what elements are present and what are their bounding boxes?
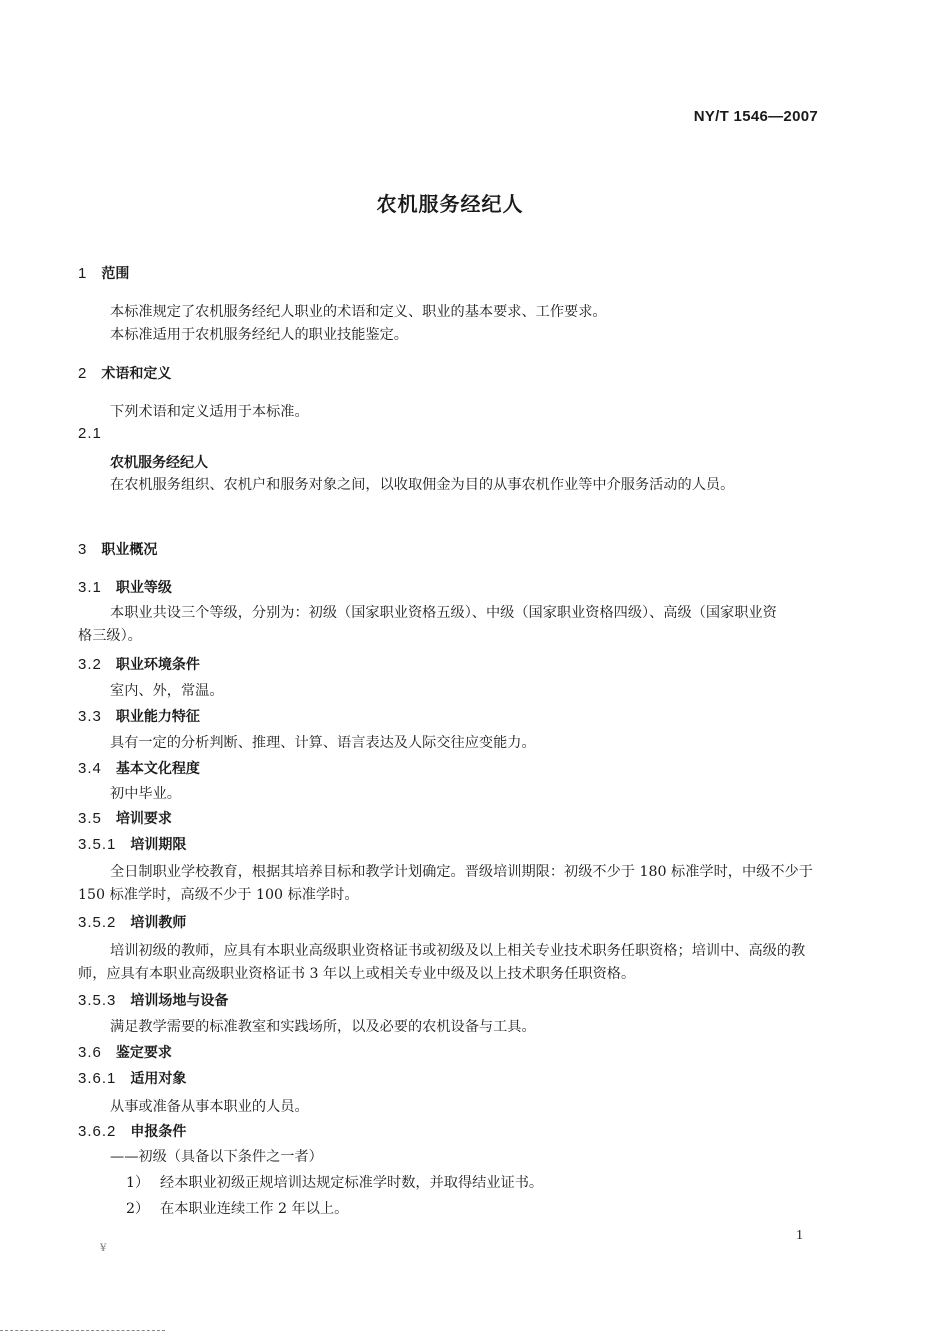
- paragraph: 初中毕业。: [110, 786, 181, 802]
- paragraph: 室内、外，常温。: [110, 683, 224, 699]
- section-2-1-number: [78, 425, 116, 442]
- section-number: 3.6.2: [78, 1123, 117, 1140]
- section-title: 职业能力特征: [115, 709, 200, 725]
- list-item-number: 2）: [126, 1201, 150, 1217]
- bottom-edge-rule: [0, 1330, 165, 1331]
- section-title: 申报条件: [130, 1124, 187, 1140]
- section-3-6-2-heading: [78, 1121, 186, 1141]
- section-title: 培训场地与设备: [130, 993, 229, 1009]
- paragraph: 从事或准备从事本职业的人员。: [110, 1099, 309, 1115]
- section-number: 3.5: [78, 810, 102, 827]
- page-number: 1: [796, 1228, 803, 1243]
- section-3-2-heading: [78, 654, 200, 674]
- section-number: 2.1: [78, 425, 102, 442]
- list-item: [126, 1172, 543, 1192]
- section-number: 3.6.1: [78, 1070, 117, 1087]
- paragraph: 本标准规定了农机服务经纪人职业的术语和定义、职业的基本要求、工作要求。: [110, 304, 607, 320]
- section-3-heading: [78, 539, 157, 559]
- section-3-5-heading: [78, 808, 172, 828]
- section-number: 3: [78, 541, 88, 558]
- paragraph: 本职业共设三个等级，分别为：初级（国家职业资格五级）、中级（国家职业资格四级）、高级（国家职业资格三级）。: [78, 605, 777, 644]
- level-label: ——初级（具备以下条件之一者）: [110, 1149, 323, 1165]
- paragraph: 全日制职业学校教育，根据其培养目标和教学计划确定。晋级培训期限：初级不少于 180 标准学时，中级不少于 150 标准学时，高级不少于 100 标准学时。: [78, 864, 813, 903]
- document-title: 农机服务经纪人: [376, 192, 524, 216]
- list-item-text: 经本职业初级正规培训达规定标准学时数，并取得结业证书。: [160, 1175, 544, 1191]
- section-2-heading: [78, 363, 171, 383]
- section-3-6-1-heading: [78, 1068, 186, 1088]
- section-title: 范围: [101, 266, 130, 282]
- section-title: 职业等级: [115, 580, 172, 596]
- section-title: 培训期限: [130, 837, 187, 853]
- standard-number: NY/T 1546—2007: [693, 108, 818, 125]
- section-title: 鉴定要求: [115, 1045, 172, 1061]
- section-number: 1: [78, 265, 88, 282]
- section-3-5-3-heading: [78, 990, 228, 1010]
- section-title: 职业概况: [101, 542, 158, 558]
- list-item: [126, 1198, 348, 1218]
- section-number: 3.3: [78, 708, 102, 725]
- term-definition: 在农机服务组织、农机户和服务对象之间，以收取佣金为目的从事农机作业等中介服务活动的人员。: [110, 477, 735, 493]
- paragraph: 下列术语和定义适用于本标准。: [110, 404, 309, 420]
- section-1-heading: [78, 263, 129, 283]
- section-number: 3.2: [78, 656, 102, 673]
- list-item-text: 在本职业连续工作 2 年以上。: [160, 1201, 349, 1217]
- section-title: 适用对象: [130, 1071, 187, 1087]
- section-title: 基本文化程度: [115, 761, 200, 777]
- section-3-5-1-heading: [78, 834, 186, 854]
- section-title: 术语和定义: [101, 366, 172, 382]
- section-3-1-heading: [78, 577, 172, 597]
- paragraph: 具有一定的分析判断、推理、计算、语言表达及人际交往应变能力。: [110, 735, 536, 751]
- section-number: 3.1: [78, 579, 102, 596]
- section-number: 2: [78, 365, 88, 382]
- section-title: 培训教师: [130, 915, 187, 931]
- section-number: 3.5.3: [78, 992, 117, 1009]
- section-number: 3.4: [78, 760, 102, 777]
- paragraph: 满足教学需要的标准教室和实践场所，以及必要的农机设备与工具。: [110, 1019, 536, 1035]
- section-3-4-heading: [78, 758, 200, 778]
- section-number: 3.5.2: [78, 914, 117, 931]
- section-number: 3.5.1: [78, 836, 117, 853]
- section-3-6-heading: [78, 1042, 172, 1062]
- paragraph: 本标准适用于农机服务经纪人的职业技能鉴定。: [110, 327, 408, 343]
- section-title: 培训要求: [115, 811, 172, 827]
- term-name: 农机服务经纪人: [110, 455, 208, 471]
- paragraph: 培训初级的教师，应具有本职业高级职业资格证书或初级及以上相关专业技术职务任职资格；培训中、高级的教师，应具有本职业高级职业资格证书 3 年以上或相关专业中级及以上技术职务任职资格。: [78, 943, 806, 982]
- section-title: 职业环境条件: [115, 657, 200, 673]
- list-item-number: 1）: [126, 1175, 150, 1191]
- section-number: 3.6: [78, 1044, 102, 1061]
- section-3-3-heading: [78, 706, 200, 726]
- section-3-5-2-heading: [78, 912, 186, 932]
- scan-mark: ¥: [100, 1243, 107, 1254]
